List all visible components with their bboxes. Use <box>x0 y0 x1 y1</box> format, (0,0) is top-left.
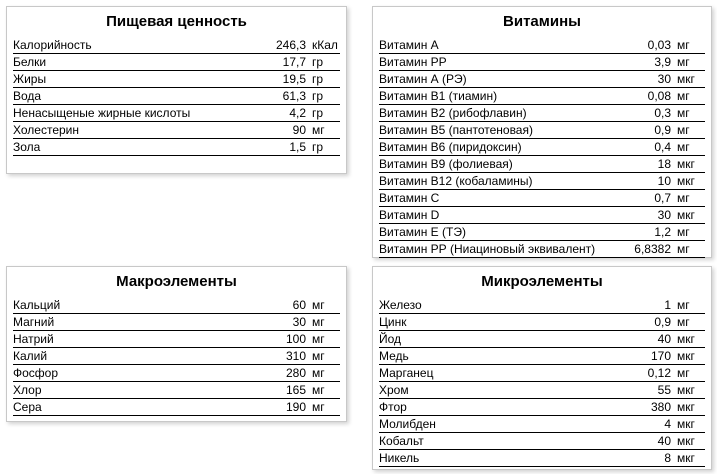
table-row <box>13 71 340 88</box>
table-row <box>379 365 705 382</box>
nutrition-panel <box>6 6 347 174</box>
table-row <box>379 224 705 241</box>
vitamins-rows <box>379 37 705 258</box>
row-unit: мкг <box>677 174 695 188</box>
row-name: Зола <box>13 140 41 154</box>
macro-rows <box>13 297 340 416</box>
row-unit: мг <box>677 89 690 103</box>
table-row <box>379 207 705 224</box>
row-unit: мкг <box>677 417 695 431</box>
row-unit: мкг <box>677 400 695 414</box>
table-row <box>13 314 340 331</box>
row-name: Натрий <box>13 332 54 346</box>
row-name: Медь <box>379 349 409 363</box>
row-name: Витамин А <box>379 38 439 52</box>
row-unit: мг <box>312 383 325 397</box>
row-unit: мкг <box>677 157 695 171</box>
row-name: Витамин В1 (тиамин) <box>379 89 498 103</box>
table-row <box>379 54 705 71</box>
row-unit: гр <box>312 72 324 86</box>
row-value: 61,3 <box>282 89 306 103</box>
macro-title: Макроэлементы <box>116 273 237 290</box>
row-value: 190 <box>285 400 306 414</box>
row-name: Йод <box>379 332 402 346</box>
table-row <box>379 382 705 399</box>
row-value: 90 <box>292 123 306 137</box>
row-value: 165 <box>285 383 306 397</box>
row-unit: мг <box>312 123 325 137</box>
row-value: 40 <box>657 434 671 448</box>
table-row <box>13 348 340 365</box>
row-unit: мг <box>677 140 690 154</box>
row-name: Кальций <box>13 298 61 312</box>
row-value: 1,2 <box>654 225 671 239</box>
row-unit: мг <box>677 366 690 380</box>
row-name: Хлор <box>13 383 42 397</box>
table-row <box>379 88 705 105</box>
table-row <box>379 241 705 258</box>
vitamins-panel <box>372 6 712 258</box>
row-value: 4 <box>664 417 671 431</box>
row-unit: мкг <box>677 332 695 346</box>
row-value: 0,03 <box>647 38 671 52</box>
row-name: Витамин D <box>379 208 440 222</box>
table-row <box>379 433 705 450</box>
row-name: Молибден <box>379 417 436 431</box>
row-unit: мг <box>677 191 690 205</box>
table-row <box>13 365 340 382</box>
row-value: 0,4 <box>654 140 671 154</box>
row-unit: мг <box>312 298 325 312</box>
row-value: 55 <box>657 383 671 397</box>
row-value: 3,9 <box>654 55 671 69</box>
table-row <box>379 122 705 139</box>
table-row <box>379 416 705 433</box>
row-name: Цинк <box>379 315 407 329</box>
row-value: 30 <box>657 208 671 222</box>
row-name: Витамин В2 (рибофлавин) <box>379 106 527 120</box>
table-row <box>13 331 340 348</box>
table-row <box>13 88 340 105</box>
row-unit: мг <box>677 225 690 239</box>
row-value: 170 <box>650 349 671 363</box>
nutrition-rows <box>13 37 340 156</box>
table-row <box>13 37 340 54</box>
row-value: 310 <box>285 349 306 363</box>
row-name: Витамин С <box>379 191 440 205</box>
row-name: Вода <box>13 89 42 103</box>
row-name: Магний <box>13 315 55 329</box>
table-row <box>379 105 705 122</box>
nutrition-title: Пищевая ценность <box>106 13 247 30</box>
row-value: 0,08 <box>647 89 671 103</box>
row-value: 0,9 <box>654 123 671 137</box>
row-unit: гр <box>312 89 324 103</box>
row-value: 8 <box>664 451 671 465</box>
row-name: Хром <box>379 383 409 397</box>
row-value: 40 <box>657 332 671 346</box>
row-value: 246,3 <box>275 38 306 52</box>
row-value: 18 <box>657 157 671 171</box>
row-value: 30 <box>657 72 671 86</box>
table-row <box>379 297 705 314</box>
row-unit: мкг <box>677 434 695 448</box>
row-unit: гр <box>312 140 324 154</box>
row-value: 1,5 <box>289 140 306 154</box>
row-unit: мг <box>677 123 690 137</box>
row-value: 1 <box>664 298 671 312</box>
table-row <box>13 399 340 416</box>
row-value: 100 <box>285 332 306 346</box>
row-unit: мг <box>677 315 690 329</box>
row-unit: мг <box>677 38 690 52</box>
row-unit: мг <box>312 315 325 329</box>
micro-panel <box>372 266 712 470</box>
row-name: Кобальт <box>379 434 424 448</box>
row-unit: гр <box>312 106 324 120</box>
row-name: Ненасыщеные жирные кислоты <box>13 106 191 120</box>
table-row <box>13 54 340 71</box>
row-name: Жиры <box>13 72 47 86</box>
row-name: Витамин В6 (пиридоксин) <box>379 140 522 154</box>
row-unit: гр <box>312 55 324 69</box>
row-unit: мкг <box>677 208 695 222</box>
row-value: 0,9 <box>654 315 671 329</box>
row-unit: мкг <box>677 72 695 86</box>
row-name: Никель <box>379 451 420 465</box>
row-name: Витамин В9 (фолиевая) <box>379 157 513 171</box>
vitamins-title: Витамины <box>503 13 581 30</box>
row-name: Витамин РР (Ниациновый эквивалент) <box>379 242 596 256</box>
row-value: 17,7 <box>282 55 306 69</box>
row-name: Калий <box>13 349 48 363</box>
macro-panel <box>6 266 347 422</box>
row-unit: мг <box>677 106 690 120</box>
row-name: Витамин В5 (пантотеновая) <box>379 123 533 137</box>
row-name: Витамин В12 (кобаламины) <box>379 174 533 188</box>
row-name: Марганец <box>379 366 434 380</box>
row-unit: мг <box>677 242 690 256</box>
table-row <box>379 348 705 365</box>
row-unit: мг <box>312 332 325 346</box>
micro-title: Микроэлементы <box>481 273 603 290</box>
row-name: Фосфор <box>13 366 59 380</box>
row-name: Калорийность <box>13 38 92 52</box>
row-value: 6,8382 <box>634 242 671 256</box>
row-name: Холестерин <box>13 123 79 137</box>
table-row <box>379 314 705 331</box>
row-name: Сера <box>13 400 42 414</box>
row-value: 0,3 <box>654 106 671 120</box>
table-row <box>379 173 705 190</box>
table-row <box>379 331 705 348</box>
row-unit: мг <box>677 55 690 69</box>
micro-rows <box>379 297 705 467</box>
row-value: 4,2 <box>289 106 306 120</box>
row-unit: мкг <box>677 383 695 397</box>
row-name: Витамин Е (ТЭ) <box>379 225 466 239</box>
row-value: 30 <box>292 315 306 329</box>
table-row <box>379 190 705 207</box>
row-name: Железо <box>379 298 422 312</box>
row-unit: кКал <box>312 38 338 52</box>
table-row <box>13 122 340 139</box>
table-row <box>13 105 340 122</box>
table-row <box>379 71 705 88</box>
row-value: 280 <box>285 366 306 380</box>
table-row <box>13 382 340 399</box>
row-name: Фтор <box>379 400 407 414</box>
row-value: 0,7 <box>654 191 671 205</box>
row-unit: мг <box>312 349 325 363</box>
table-row <box>13 139 340 156</box>
table-row <box>379 399 705 416</box>
row-value: 60 <box>292 298 306 312</box>
table-row <box>13 297 340 314</box>
row-name: Витамин РР <box>379 55 447 69</box>
row-value: 380 <box>650 400 671 414</box>
row-name: Витамин А (РЭ) <box>379 72 467 86</box>
row-unit: мкг <box>677 349 695 363</box>
row-value: 19,5 <box>282 72 306 86</box>
table-row <box>379 139 705 156</box>
table-row <box>379 156 705 173</box>
row-unit: мг <box>677 298 690 312</box>
row-unit: мг <box>312 400 325 414</box>
row-value: 10 <box>657 174 671 188</box>
row-name: Белки <box>13 55 47 69</box>
row-unit: мг <box>312 366 325 380</box>
table-row <box>379 37 705 54</box>
row-value: 0,12 <box>647 366 671 380</box>
row-unit: мкг <box>677 451 695 465</box>
table-row <box>379 450 705 467</box>
